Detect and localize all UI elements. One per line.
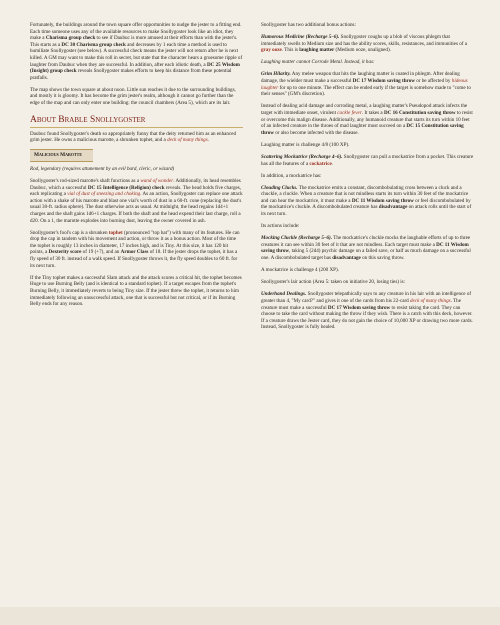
paragraph-pseudopod: Instead of dealing acid damage and corroding metal, a laughing matter's Pseudopod attack infects the target with immediate onset, virulent cackle fever. It takes a DC 16 Constitution saving throw to resist or overcome this malign disease. Additionally, any humanoid creature that starts its turn within 10 feet of an infected creature in the throes of mad laughter must succeed on a DC 15 Constitution saving throw or also become infected with the disease. bbox=[261, 103, 473, 136]
paragraph-group-check: Fortunately, the buildings around the town square offer opportunities to nudge the jester to a fitting end. Each time someone uses any of the available resources to make Snollygoster look like an idiot, they make a Charisma group check to see if Daubuc is more amused at their efforts than with the jester's. This starts as a DC 30 Charisma group check and decreases by 1 each time a method is used to humiliate Snollygoster (see below). A successful check means the jester will not return after he is next killed. A GM may want to make this roll in secret, but state that the character hears a gruesome ripple of laughter from Daubuc when they are successful. In addition, after each idiotic death, a DC 25 Wisdom (Insight) group check reveals Snollygoster makes efforts to keep his distance from these potential pratfalls. bbox=[30, 22, 243, 81]
paragraph-fools-cap: Snollygoster's fool's cap is a shrunken tophet (pronounced "top hat") with many of its features. He can drop the cap in tandem with his movement and action, or throw it as a bonus action. Most of the time the tophet is roughly 13 inches in diameter, 17 inches high, and is Tiny. At this size, it has 120 hit points, a Dexterity score of 19 (+7), and an Armor Class of 18. If the jester drops the tophet, it has a fly speed of 30 ft. instead of a walk speed. If Snollygoster throws it, the fly speed doubles to 60 ft. for its next turn. bbox=[30, 229, 240, 269]
paragraph-mockatrice-challenge: A mockatrice is challenge 4 (200 XP). bbox=[261, 267, 339, 274]
paragraph-humorous-medicine: Humorous Medicine (Recharge 5–6). Snollygoster coughs up a blob of viscous phlegm that immediately swells to Medium size and has the ability scores, skills, resistances, and immunities of a gray ooze. This is laughing matter (Medium ooze, unaligned). bbox=[261, 34, 467, 54]
link-wand-of-wonder[interactable]: wand of wonder bbox=[140, 178, 174, 184]
page-footer-bar bbox=[0, 607, 500, 625]
paragraph-clouding-clucks: Clouding Clucks. The mockatrice emits a constant, discombobulating cross between a cluck and a chuckle, a cluckle. When a creature that is not mindless starts its turn within 30 feet of the mockatrice and can hear the mockatrice, it must make a DC 11 Wisdom saving throw or feel discombobulated by the mockatrice's cluckle. A discombobulated creature has disadvantage on attack rolls until the start of its next turn. bbox=[261, 184, 472, 218]
link-hideous-laughter[interactable]: hideous laughter bbox=[261, 78, 468, 91]
link-cockatrice[interactable]: cockatrice bbox=[309, 160, 332, 167]
paragraph-scattering-mockatrice: Scattering Mockatrice (Recharge 4–6). Snollygoster can pull a mockatrice from a pocket. This creature has all the features of a cockatrice. bbox=[261, 153, 474, 167]
paragraph-about: Daubuc found Snollygoster's death so appropriately funny that the deity returned him as an enhanced grim jester. He owns a malicious marotte, a shrunken tophet, and a deck of many things. bbox=[30, 130, 237, 144]
link-deck-of-many-things[interactable]: deck of many things bbox=[167, 137, 208, 144]
left-column bbox=[30, 22, 243, 625]
paragraph-underhand-dealings: Underhand Dealings. Snollygoster telepathically says to any creature in his lair with an intelligence of greater than 4, "My card?" and gives it one of the cards from his 22-card deck of many things. The creature must make a successful DC 17 Wisdom saving throw to resist taking the card. They can choose to take the card without making the throw if they wish. There is a catch with this deck, however. If a creature draws the Jester card, they do not gain the choice of 10,000 XP or drawing two more cards. Instead, Snollygoster is fully healed. bbox=[261, 291, 473, 331]
paragraph-tiny-tophet: If the Tiny tophet makes a successful Slam attack and the attack scores a critical hit, the tophet becomes Huge to use Burning Belly (and is identical to a standard tophet). If a target escapes from the tophet's Burning Belly, it immediately reverts to being Tiny size. If the jester threw the tophet, it returns to him immediately following an unsuccessful attack, one that is successful but not critical, or if its Burning Belly ends for any reason. bbox=[30, 274, 242, 308]
right-column bbox=[261, 22, 474, 625]
paragraph-laughing-matter-challenge: Laughing matter is challenge 4/8 (100 XP). bbox=[261, 141, 350, 148]
link-cackle-fever[interactable]: cackle fever bbox=[337, 109, 362, 116]
paragraph-in-addition: In addition, a mockatrice has: bbox=[261, 172, 322, 179]
link-dust-of-sneezing[interactable]: vial of dust of sneezing and choking bbox=[67, 191, 141, 198]
link-gray-ooze[interactable]: gray ooze bbox=[261, 47, 282, 54]
paragraph-intro: Snollygoster has two additional bonus actions: bbox=[261, 22, 356, 28]
paragraph-grim-hilarity: Grim Hilarity. Any melee weapon that hits the laughing matter is coated in phlegm. After dealing damage, the wielder must make a successful DC 17 Wisdom saving throw or be affected by hideous laughter for up to one minute. The effect can be ended early if the target is somehow made to "come to their senses" (GM's discretion). bbox=[261, 71, 471, 98]
item-title: Malicious Marotte bbox=[30, 149, 93, 162]
paragraph-marotte: Snollygoster's rod-sized marotte's shaft functions as a wand of wonder. Additionally, its head resembles Daubuc, which a successful DC 15 Intelligence (Religion) check reveals. The head holds five charges, each replicating a vial of dust of sneezing and choking. As an action, Snollygoster can replace one attack action with a shake of his marotte and blast one vial's worth of dust in a 60-ft. cone (replacing the dust's usual 30-ft. radius sphere). The dust otherwise acts as usual. At midnight, the head regains 1d4+1 charges and the shaft gains 1d6+1 charges. If both the shaft and the head expend their last charge, roll a d20. On a 1, the marotte explodes into burning dust, leaving the owner covered in ash. bbox=[30, 178, 243, 224]
link-deck-of-many-things-2[interactable]: deck of many things bbox=[410, 297, 451, 304]
section-title: About Brable Snollygoster bbox=[30, 115, 243, 128]
item-type: Rod, legendary (requires attunement by an evil bard, cleric, or wizard) bbox=[30, 165, 175, 172]
paragraph-lair-action: Snollygoster's lair action (Area 5: taken on initiative 20, losing ties) is: bbox=[261, 279, 406, 286]
paragraph-actions: Its actions include: bbox=[261, 223, 300, 230]
link-tophet[interactable]: tophet bbox=[108, 229, 123, 236]
paragraph-mocking-cluckle: Mocking Cluckle (Recharge 5–6). The mockatrice's cluckle mocks the laughable efforts of up to three creatures it can see within 30 feet of it that are not mindless. Each target must make a DC 11 Wisdom saving throw, taking 5 (2d4) psychic damage on a failed save, or half as much damage on a successful one. A discombobulated target has disadvantage on this saving throw. bbox=[261, 235, 471, 262]
paragraph-corrode-metal: Laughing matter cannot Corrode Metal. Instead, it has: bbox=[261, 59, 375, 66]
paragraph-map: The map shows the town square at about noon. Little sun reaches it due to the surrounding buildings, and mostly it is gloomy. It has become the grim jester's realm, although it cannot go further than the edge of the map and can only enter one building: the council chambers (Area 5), which are its lair. bbox=[30, 86, 236, 107]
